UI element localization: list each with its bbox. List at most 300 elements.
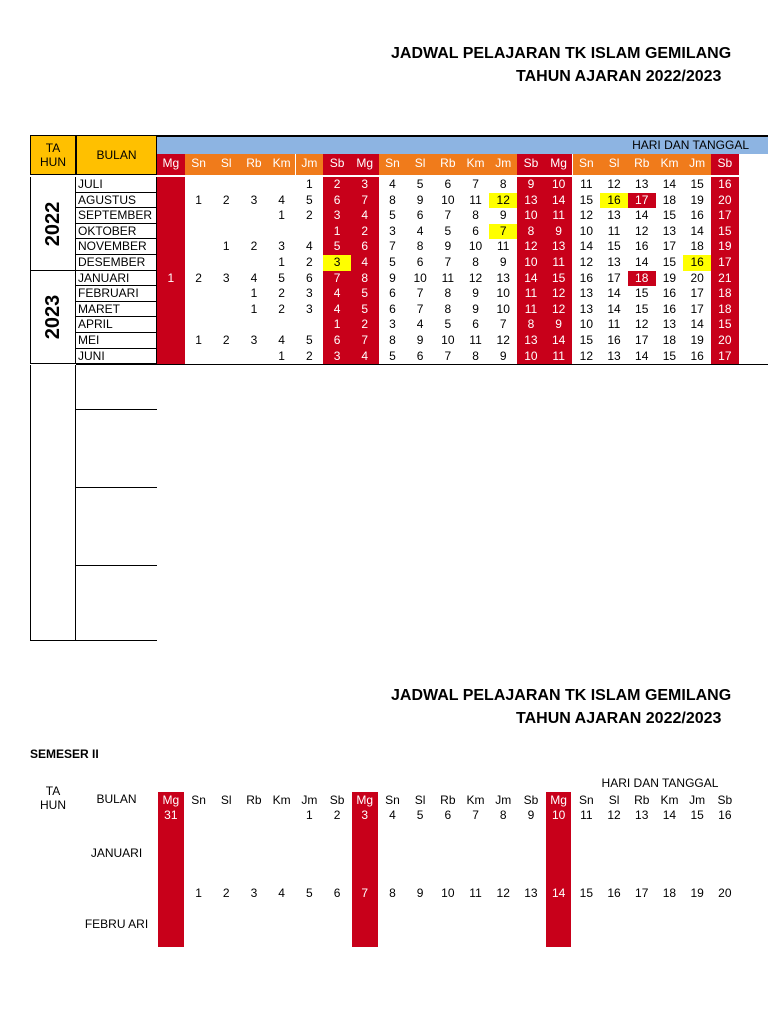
- day-cell: 19: [662, 270, 677, 285]
- day-cell: [240, 808, 268, 823]
- day-cell: 20: [690, 270, 704, 285]
- day-cell: 3: [306, 286, 313, 301]
- day-header: Mg: [545, 154, 573, 175]
- day-cell: 8: [351, 271, 379, 287]
- day-cell: 7: [472, 808, 479, 822]
- day-cell: 16: [690, 208, 704, 223]
- day-cell: 4: [306, 239, 313, 254]
- day-cell: 3: [306, 301, 313, 316]
- day-cell: [212, 302, 240, 318]
- day-cell: 2: [195, 270, 202, 285]
- day-cell: 8: [444, 286, 452, 301]
- day-cell: 6: [472, 223, 479, 238]
- day-cell: 12: [468, 270, 483, 285]
- day-cell: 6: [472, 317, 479, 332]
- day-cell: 6: [444, 808, 452, 822]
- day-cell: 8: [416, 239, 424, 254]
- day-cell: 8: [499, 808, 507, 822]
- day-cell: 7: [323, 271, 351, 287]
- day-cell: 15: [579, 333, 594, 347]
- month-name: JANUARI: [76, 271, 157, 287]
- day-header: Mg: [157, 154, 185, 175]
- day-cell: 3: [323, 208, 351, 224]
- day-cell: [185, 224, 213, 240]
- day-cell: 6: [389, 286, 396, 301]
- day-cell: [240, 349, 268, 365]
- day-cell: 8: [517, 317, 545, 333]
- day-cell: 18: [711, 286, 739, 302]
- day-cell: 17: [690, 286, 704, 301]
- day-cell: 12: [579, 348, 594, 363]
- day-cell: 16: [711, 177, 739, 193]
- day-cell: 5: [306, 192, 313, 207]
- day-header: Sn: [385, 793, 400, 807]
- day-cell: 3: [250, 886, 258, 900]
- day-header: Sb: [711, 154, 739, 175]
- day-cell: [268, 177, 296, 193]
- day-cell: 14: [579, 239, 594, 254]
- day-cell: 3: [222, 270, 230, 285]
- day-cell: [157, 255, 185, 271]
- day-cell: 8: [499, 177, 507, 191]
- day-cell: 12: [607, 177, 621, 191]
- day-cell: 17: [607, 270, 621, 285]
- day-cell: 20: [718, 886, 732, 900]
- day-cell: 15: [711, 224, 739, 240]
- day-cell: 14: [635, 255, 649, 269]
- day-cell: 5: [416, 808, 424, 822]
- day-cell: 9: [472, 301, 479, 316]
- day-cell: 14: [635, 208, 649, 223]
- day-header: Sn: [191, 793, 206, 807]
- day-header: Mg: [162, 793, 180, 807]
- day-cell: 15: [690, 808, 704, 822]
- day-cell: 4: [351, 349, 379, 365]
- day-cell: 11: [545, 208, 573, 224]
- day-cell: 12: [496, 333, 510, 347]
- day-cell: 6: [416, 208, 424, 223]
- day-cell: 11: [441, 270, 455, 285]
- day-cell: 5: [389, 208, 396, 223]
- day-cell: 9: [416, 886, 424, 900]
- day-header: Km: [272, 793, 291, 807]
- day-cell: 6: [306, 270, 313, 285]
- day-cell: 10: [441, 886, 455, 900]
- day-cell: 3: [351, 177, 379, 193]
- year-label: 2022: [42, 201, 64, 247]
- day-cell: [157, 886, 185, 901]
- day-cell: 10: [517, 349, 545, 365]
- day-cell: 1: [323, 224, 351, 240]
- day-cell: 10: [441, 333, 455, 347]
- day-cell: 3: [389, 223, 396, 238]
- day-cell: 6: [444, 177, 452, 191]
- day-cell: [185, 286, 213, 302]
- day-cell: 4: [250, 270, 258, 285]
- day-cell: 17: [711, 349, 739, 365]
- day-cell: 2: [278, 301, 285, 316]
- day-cell: 10: [441, 192, 455, 207]
- day-cell: [212, 208, 240, 224]
- day-cell: 9: [499, 208, 507, 223]
- day-cell: 9: [545, 317, 573, 333]
- day-header: Km: [660, 793, 679, 807]
- hari-tanggal-header: HARI DAN TANGGAL: [157, 135, 768, 154]
- day-cell: 8: [472, 255, 479, 269]
- day-cell: [212, 317, 240, 333]
- day-cell: [185, 177, 213, 193]
- day-cell: [296, 317, 324, 333]
- day-header: Jm: [683, 154, 711, 175]
- day-cell: 16: [607, 333, 621, 347]
- day-cell: 18: [662, 192, 677, 207]
- day-cell: 10: [517, 208, 545, 224]
- day-cell: 19: [711, 239, 739, 255]
- day-cell: 17: [628, 193, 656, 209]
- day-cell: 11: [469, 886, 482, 900]
- day-cell: 2: [306, 255, 313, 269]
- day-header: Km: [268, 154, 296, 175]
- day-cell: 1: [278, 208, 285, 223]
- day-header: Rb: [628, 154, 656, 175]
- day-cell: 1: [222, 239, 230, 254]
- day-cell: 2: [222, 333, 230, 347]
- day-cell: 19: [690, 192, 704, 207]
- page-subtitle: TAHUN AJARAN 2022/2023: [516, 68, 722, 85]
- day-cell: 5: [278, 270, 285, 285]
- day-cell: 9: [527, 808, 535, 822]
- day-cell: [185, 808, 213, 823]
- day-header: Rb: [634, 793, 650, 807]
- day-cell: 12: [517, 239, 545, 255]
- page-title-2: JADWAL PELAJARAN TK ISLAM GEMILANG: [391, 687, 732, 704]
- day-cell: 7: [351, 193, 379, 209]
- day-cell: 19: [690, 333, 704, 347]
- empty-row-line: [76, 565, 157, 566]
- day-cell: 11: [469, 192, 482, 207]
- day-cell: 4: [278, 333, 285, 347]
- day-cell: 1: [195, 192, 202, 207]
- day-cell: 1: [306, 808, 313, 822]
- day-cell: 14: [690, 317, 704, 332]
- day-cell: [268, 317, 296, 333]
- day-cell: 8: [389, 886, 396, 900]
- day-cell: 6: [416, 348, 424, 363]
- day-cell: 17: [635, 333, 649, 347]
- day-cell: [157, 317, 185, 333]
- day-cell: 3: [361, 808, 369, 822]
- day-cell: 1: [195, 886, 202, 900]
- day-cell: 15: [635, 301, 649, 316]
- day-cell: 6: [323, 333, 351, 349]
- day-cell: 18: [662, 886, 677, 900]
- day-cell: 5: [306, 886, 313, 900]
- day-cell: [240, 317, 268, 333]
- day-cell: 17: [662, 239, 677, 254]
- page-subtitle-2: TAHUN AJARAN 2022/2023: [516, 710, 722, 727]
- day-cell: 7: [489, 224, 517, 240]
- day-cell: 2: [323, 177, 351, 193]
- day-cell: [157, 239, 185, 255]
- day-cell: 11: [545, 255, 573, 271]
- day-cell: 12: [489, 193, 517, 209]
- day-cell: 13: [517, 333, 545, 349]
- month-name: FEBRUARI: [76, 286, 157, 302]
- day-cell: 5: [444, 317, 452, 332]
- month-name: NOVEMBER: [76, 239, 157, 255]
- day-cell: 2: [306, 208, 313, 223]
- day-cell: 7: [444, 208, 452, 223]
- day-cell: 9: [517, 177, 545, 193]
- day-cell: 15: [635, 286, 649, 301]
- day-cell: 13: [579, 286, 594, 301]
- day-cell: 31: [164, 808, 178, 822]
- day-cell: [157, 349, 185, 365]
- day-cell: 15: [579, 192, 594, 207]
- day-cell: 5: [389, 348, 396, 363]
- day-header: Sn: [379, 154, 407, 175]
- day-cell: 5: [389, 255, 396, 269]
- month-name: APRIL: [76, 317, 157, 333]
- day-header: Sb: [517, 154, 545, 175]
- day-cell: 9: [416, 192, 424, 207]
- day-cell: 3: [323, 255, 351, 271]
- day-cell: 8: [389, 192, 396, 207]
- day-cell: 14: [662, 177, 677, 191]
- day-cell: [240, 224, 268, 240]
- day-cell: 14: [517, 271, 545, 287]
- day-cell: 11: [517, 302, 545, 318]
- day-cell: 2: [250, 239, 258, 254]
- day-cell: [212, 255, 240, 271]
- day-cell: [212, 224, 240, 240]
- day-cell: 20: [711, 333, 739, 349]
- day-cell: 9: [444, 239, 452, 254]
- day-cell: 5: [306, 333, 313, 347]
- day-cell: 7: [499, 317, 507, 332]
- day-cell: 5: [351, 302, 379, 318]
- month-name: JULI: [76, 177, 157, 193]
- day-cell: 3: [323, 349, 351, 365]
- day-cell: 2: [333, 808, 341, 822]
- day-cell: 7: [361, 886, 369, 900]
- day-cell: [268, 808, 296, 823]
- day-cell: 12: [607, 808, 621, 822]
- day-cell: 16: [579, 270, 594, 285]
- day-cell: 17: [690, 301, 704, 316]
- day-cell: 1: [157, 271, 185, 287]
- day-header: Sl: [406, 154, 434, 175]
- day-cell: 13: [635, 808, 649, 822]
- day-cell: [157, 333, 185, 349]
- day-cell: 13: [496, 270, 510, 285]
- day-cell: 11: [607, 317, 621, 332]
- month-name: FEBRU ARI: [84, 917, 149, 931]
- day-cell: 2: [351, 224, 379, 240]
- month-name: MEI: [76, 333, 157, 349]
- day-cell: 9: [416, 333, 424, 347]
- day-header: Mg: [356, 793, 374, 807]
- day-cell: 8: [472, 208, 479, 223]
- day-cell: 5: [351, 286, 379, 302]
- day-cell: 9: [472, 286, 479, 301]
- col-bulan-header: BULAN: [76, 135, 157, 175]
- day-cell: 3: [250, 192, 258, 207]
- day-cell: 11: [497, 239, 510, 254]
- empty-row-line: [76, 487, 157, 488]
- day-cell: [240, 208, 268, 224]
- day-cell: 4: [389, 177, 396, 191]
- day-cell: [185, 302, 213, 318]
- day-cell: 9: [499, 348, 507, 363]
- day-cell: 16: [690, 348, 704, 363]
- day-cell: [212, 177, 240, 193]
- day-cell: [157, 177, 185, 193]
- day-cell: 8: [517, 224, 545, 240]
- day-cell: [240, 177, 268, 193]
- day-header: Sl: [212, 154, 240, 175]
- day-cell: 12: [579, 208, 594, 223]
- day-cell: 18: [628, 271, 656, 287]
- day-cell: 4: [278, 192, 285, 207]
- day-cell: 13: [524, 886, 538, 900]
- page-title: JADWAL PELAJARAN TK ISLAM GEMILANG: [391, 45, 732, 62]
- day-cell: 7: [416, 301, 424, 316]
- month-name: JUNI: [76, 349, 157, 365]
- day-cell: 13: [607, 255, 621, 269]
- day-cell: 3: [250, 333, 258, 347]
- day-cell: 13: [607, 208, 621, 223]
- day-cell: 13: [635, 177, 649, 191]
- day-cell: 3: [389, 317, 396, 332]
- day-cell: 10: [413, 270, 427, 285]
- day-cell: 7: [472, 177, 479, 191]
- day-header: Km: [462, 154, 490, 175]
- day-cell: 7: [444, 255, 452, 269]
- day-cell: 10: [551, 808, 566, 822]
- day-header: Sl: [608, 793, 620, 807]
- day-cell: 1: [195, 333, 202, 347]
- day-cell: 8: [444, 301, 452, 316]
- day-cell: 11: [607, 223, 621, 238]
- day-cell: [268, 224, 296, 240]
- day-cell: 2: [351, 317, 379, 333]
- day-cell: [185, 208, 213, 224]
- day-cell: 1: [250, 286, 258, 301]
- year-label: 2023: [42, 295, 64, 340]
- day-cell: 13: [517, 193, 545, 209]
- day-cell: [212, 349, 240, 365]
- day-header: Rb: [240, 154, 268, 175]
- empty-row-line: [76, 640, 157, 641]
- day-cell: 15: [579, 886, 594, 900]
- day-cell: [157, 224, 185, 240]
- day-cell: 6: [333, 886, 341, 900]
- day-cell: 10: [496, 301, 510, 316]
- empty-row-line: [76, 409, 157, 410]
- day-cell: 2: [306, 348, 313, 363]
- day-cell: 15: [690, 177, 704, 191]
- day-cell: 15: [662, 208, 677, 223]
- day-cell: 20: [711, 193, 739, 209]
- day-cell: 1: [306, 177, 313, 191]
- day-cell: 1: [278, 348, 285, 363]
- day-cell: 13: [662, 317, 677, 332]
- day-header: Sb: [523, 793, 539, 807]
- day-header: Rb: [434, 154, 462, 175]
- day-cell: 17: [635, 886, 649, 900]
- day-cell: 18: [690, 239, 704, 254]
- day-header: Jm: [689, 793, 706, 807]
- day-header: Sn: [573, 154, 601, 175]
- day-cell: 11: [545, 349, 573, 365]
- day-cell: 15: [545, 271, 573, 287]
- day-cell: 14: [635, 348, 649, 363]
- day-header: Mg: [550, 793, 567, 807]
- day-cell: 14: [545, 333, 573, 349]
- semester-label: SEMESER II: [30, 747, 99, 761]
- day-cell: 11: [580, 177, 593, 191]
- day-cell: 2: [222, 192, 230, 207]
- day-cell: 16: [662, 286, 677, 301]
- day-header: Km: [656, 154, 684, 175]
- day-cell: 4: [351, 255, 379, 271]
- day-cell: 15: [711, 317, 739, 333]
- day-cell: 16: [600, 193, 628, 209]
- day-header: Km: [466, 793, 485, 807]
- day-cell: 14: [551, 886, 566, 900]
- day-cell: 13: [545, 239, 573, 255]
- day-cell: 3: [278, 239, 285, 254]
- day-cell: 17: [711, 255, 739, 271]
- day-cell: 15: [662, 255, 677, 269]
- day-cell: 6: [416, 255, 424, 269]
- day-cell: 9: [499, 255, 507, 269]
- day-header: Sl: [600, 154, 628, 175]
- day-header: Jm: [495, 793, 512, 807]
- day-cell: 13: [607, 348, 621, 363]
- day-cell: 15: [607, 239, 621, 254]
- day-cell: 10: [517, 255, 545, 271]
- day-cell: [157, 302, 185, 318]
- day-cell: 16: [683, 255, 711, 271]
- day-cell: 10: [579, 223, 594, 238]
- day-cell: 21: [711, 271, 739, 287]
- day-cell: 5: [444, 223, 452, 238]
- month-name: AGUSTUS: [76, 193, 157, 209]
- day-cell: 12: [545, 302, 573, 318]
- day-cell: 7: [444, 348, 452, 363]
- day-cell: [157, 193, 185, 209]
- hari-tanggal-header: HARI DAN TANGGAL: [601, 776, 719, 790]
- day-cell: [240, 255, 268, 271]
- month-name: MARET: [76, 302, 157, 318]
- day-cell: 16: [635, 239, 649, 254]
- day-cell: 12: [635, 223, 649, 238]
- day-cell: [185, 255, 213, 271]
- day-cell: 9: [545, 224, 573, 240]
- day-header: Sl: [220, 793, 232, 807]
- day-cell: 19: [690, 886, 704, 900]
- day-cell: 1: [250, 301, 258, 316]
- day-cell: 4: [323, 302, 351, 318]
- day-cell: [185, 349, 213, 365]
- day-cell: 14: [607, 301, 621, 316]
- day-cell: 13: [579, 301, 594, 316]
- day-cell: [157, 208, 185, 224]
- day-cell: 11: [517, 286, 545, 302]
- table-bottom-line: [76, 364, 768, 365]
